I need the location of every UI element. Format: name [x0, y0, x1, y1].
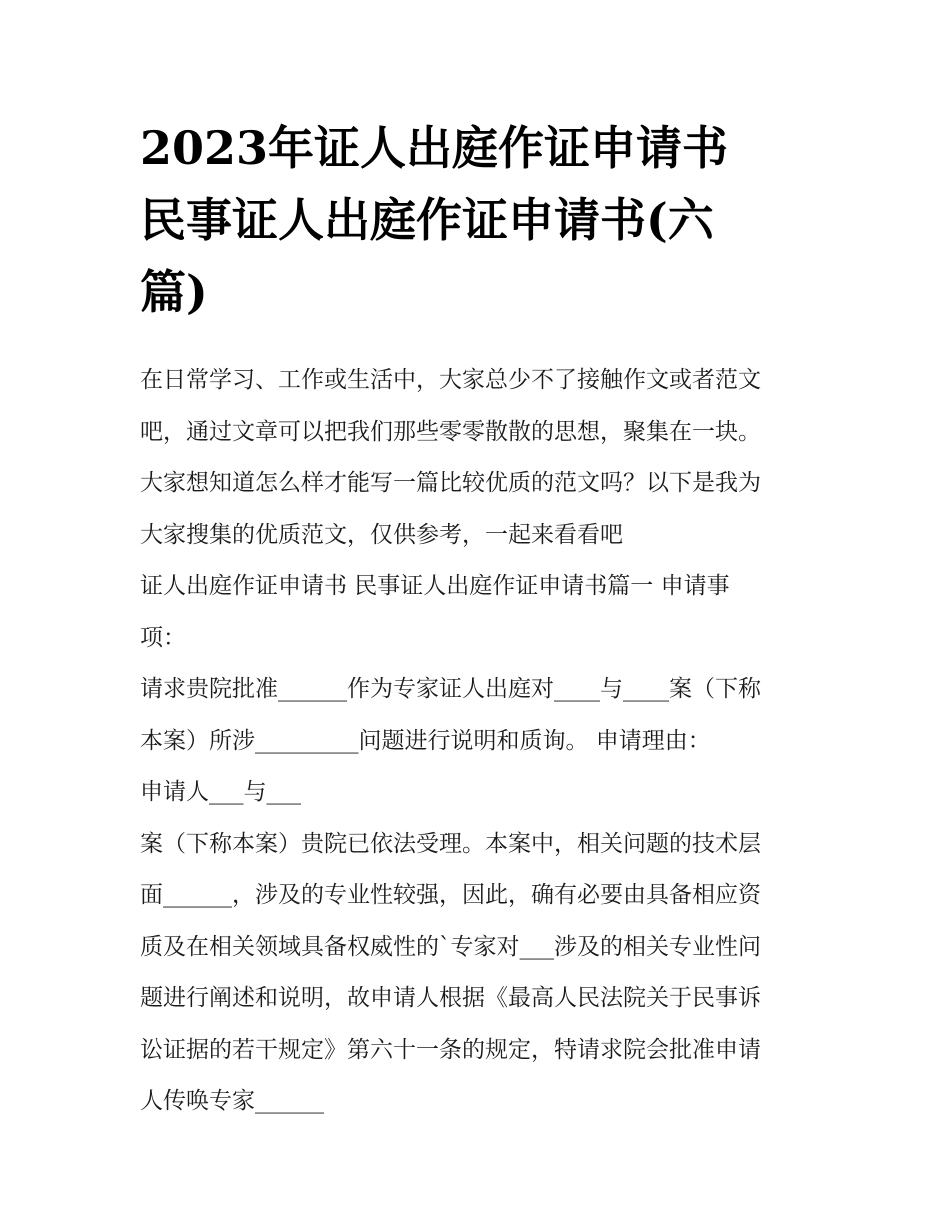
body-line: 面______，涉及的专业性较强，因此，确有必要由具备相应资: [140, 882, 761, 908]
body-line: 吧，通过文章可以把我们那些零零散散的思想，聚集在一块。: [140, 418, 761, 445]
document-body: [140, 355, 830, 1128]
body-line: 质及在相关领域具备权威性的`专家对___涉及的相关专业性问: [140, 933, 761, 960]
title-line: 2023年证人出庭作证申请书: [140, 121, 729, 175]
body-line: 本案）所涉_________问题进行说明和质询。 申请理由：: [140, 727, 711, 754]
body-line: 人传唤专家______: [140, 1088, 324, 1114]
body-line: 证人出庭作证申请书 民事证人出庭作证申请书篇一 申请事: [140, 573, 730, 599]
body-line: 项：: [140, 624, 186, 651]
body-line: 案（下称本案）贵院已依法受理。本案中，相关问题的技术层: [140, 830, 761, 857]
body-line: 题进行阐述和说明，故申请人根据《最高人民法院关于民事诉: [140, 985, 761, 1011]
body-line: 申请人___与___: [140, 779, 301, 805]
body-line: 请求贵院批准______作为专家证人出庭对____与____案（下称: [140, 676, 761, 702]
body-line: 大家想知道怎么样才能写一篇比较优质的范文吗？以下是我为: [140, 470, 761, 496]
body-line: 在日常学习、工作或生活中，大家总少不了接触作文或者范文: [140, 367, 761, 393]
title-line: 民事证人出庭作证申请书(六: [140, 193, 714, 247]
body-line: 大家搜集的优质范文，仅供参考，一起来看看吧: [140, 521, 623, 548]
document-title: [140, 112, 860, 328]
title-line: 篇): [140, 265, 208, 319]
body-line: 讼证据的若干规定》第六十一条的规定，特请求院会批准申请: [140, 1036, 761, 1063]
